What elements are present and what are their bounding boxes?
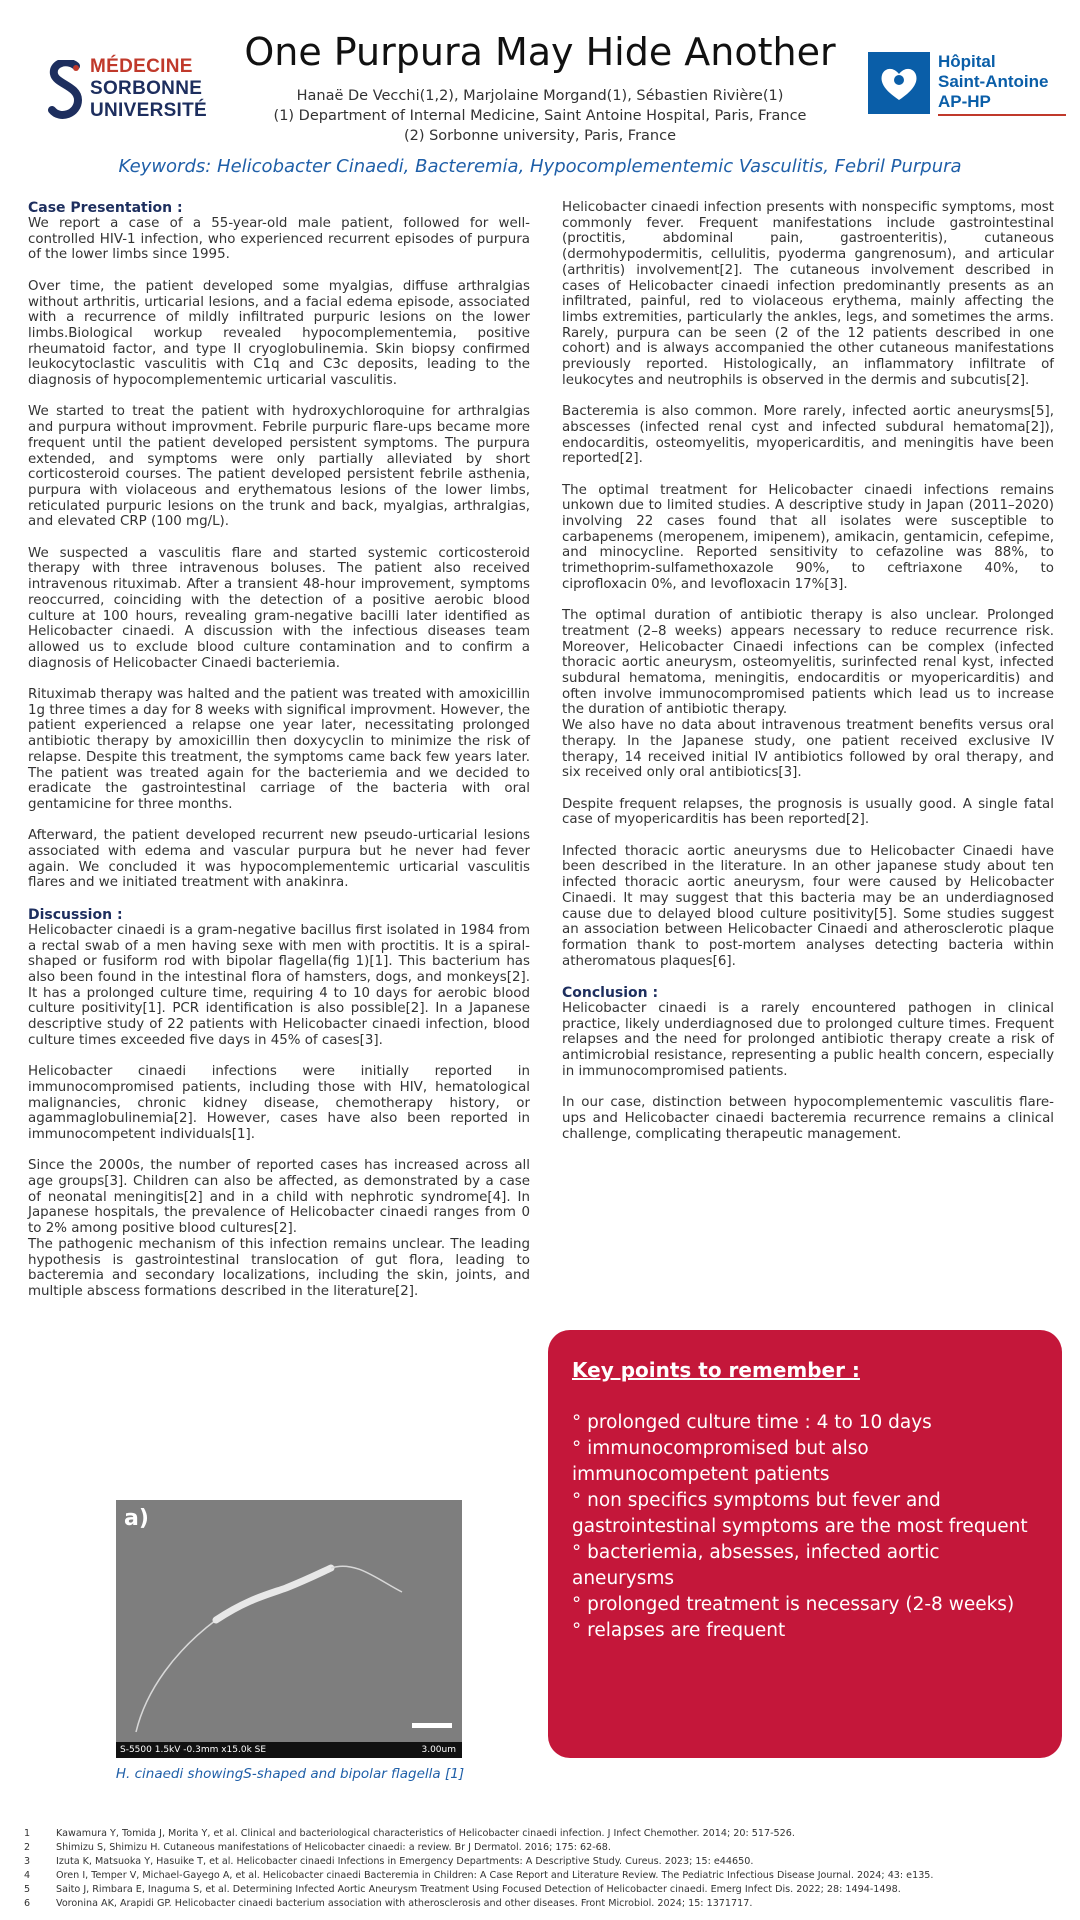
key-point-item: ° non specifics symptoms but fever and gastrointestinal symptoms are the most frequent [572,1490,1028,1537]
microscope-info: S-5500 1.5kV -0.3mm x15.0k SE [120,1745,267,1755]
reference-number: 3 [24,1856,31,1867]
scale-bar [412,1723,452,1728]
affiliation-1: (1) Department of Internal Medicine, Saint Antoine Hospital, Paris, France [273,108,807,124]
author-list: Hanaë De Vecchi(1,2), Marjolaine Morgand(1), Sébastien Rivière(1) [296,88,784,104]
references-list [24,1827,1064,1911]
keywords-line: Keywords: Helicobacter Cinaedi, Bacteremia, Hypocomplementemic Vasculitis, Febril Purpura [118,156,962,177]
right-paragraph-6: Despite frequent relapses, the prognosis is usually good. A single fatal case of myopericarditis has been reported[2]. [562,796,1054,828]
case-paragraph-1: We report a case of a 55-year-old male patient, followed for well-controlled HIV-1 infection, who experienced recurrent episodes of purpura of the lower limbs since 1995. [28,216,530,263]
microscopy-figure [116,1500,462,1758]
right-column [562,200,1054,1158]
sorbonne-logo-line1: MÉDECINE [90,56,193,77]
left-column [28,200,530,1315]
case-paragraph-2: Over time, the patient developed some myalgias, diffuse arthralgias without arthritis, urticarial lesions, and a facial edema episode, associated with a recurrence of mildly infiltrated purpuric lesions on the lower limbs.Biological workup revealed hypocomplementemia, positive rheumatoid factor, and type II cryoglobulinemia. Skin biopsy confirmed leukocytoclastic vasculitis with C1q and C3c deposits, leading to the diagnosis of hypocomplementemic urticarial vasculitis. [28,278,530,389]
reference-row [24,1841,1064,1855]
conclusion-heading: Conclusion : [562,985,659,1002]
figure-caption: H. cinaedi showingS-shaped and bipolar flagella [1] [115,1766,465,1782]
case-presentation-heading: Case Presentation : [28,200,183,216]
case-paragraph-5: Rituximab therapy was halted and the patient was treated with amoxicillin 1g three times a day for 8 weeks with significal improvment. However, the patient experienced a relapse one year later, necessitating prolonged antibiotic therapy by amoxicillin then doxycyclin to minimize the risk of relapse. Despite this treatment, the symptoms came back few years later. The patient was treated again for the bacteriemia and we decided to eradicate the gastrointestinal carriage of the bacteria with oral gentamicine for three months. [28,687,530,812]
case-paragraph-6: Afterward, the patient developed recurrent new pseudo-urticarial lesions associated with edema and vascular purpura but he never had fever again. We concluded it was hypocomplementemic urticarial vasculitis flares and we initiated treatment with anakinra. [28,828,530,891]
aphp-logo-mark [868,52,930,114]
right-paragraph-2: Bacteremia is also common. More rarely, infected aortic aneurysms[5], abscesses (infected renal cyst and infected subdural hematoma[2]), endocarditis, osteomyelitis, myopericarditis, and meningitis have been reported[2]. [562,404,1054,467]
sorbonne-logo [48,56,218,128]
right-paragraph-1: Helicobacter cinaedi infection presents with nonspecific symptoms, most commonly fever. Frequent manifestations include gastrointestinal (proctitis, abdominal pain, gastroenteritis), cutaneous (dermohypodermitis, cellulitis, pyoderma gangrenosum), and articular (arthritis) involvement[2]. The cutaneous involvement described in cases of Helicobacter cinaedi infection predominantly presents as an infiltrated, painful, red to violaceous erythema, mainly affecting the limbs extremities, particularly the ankles, legs, and sometimes the arms. Rarely, purpura can be seen (2 of the 12 patients described in one cohort) and is always accompanied the other cutaneous manifestations previously reported. Histologically, an inflammatory infiltrate of leukocytes and neutrophils is observed in the dermis and subcutis[2]. [562,200,1054,388]
discussion-paragraph-1: Helicobacter cinaedi is a gram-negative bacillus first isolated in 1984 from a rectal swab of a men having sexe with men with proctitis. It is a spiral-shaped or fusiform rod with bipolar flagella(fig 1)[1]. This bacterium has also been found in the intestinal flora of hamsters, dogs, and monkeys[2]. It has a prolonged culture time, requiring 4 to 10 days for aerobic blood culture positivity[1]. PCR identification is also possible[2]. In a Japanese descriptive study of 22 patients with Helicobacter cinaedi infection, blood culture times exceeded five days in 45% of cases[3]. [28,922,530,1048]
key-point-item: ° immunocompromised but also immunocompetent patients [572,1438,869,1485]
reference-number: 2 [24,1842,31,1853]
aphp-logo-line2: Saint-Antoine [938,72,1049,91]
reference-number: 4 [24,1870,31,1881]
right-paragraph-3: The optimal treatment for Helicobacter cinaedi infections remains unkown due to limited studies. A descriptive study in Japan (2011–2020) involving 22 cases found that all isolates were susceptible to carbapenems (meropenem, imipenem), amikacin, gentamicin, cefepime, and minocycline. Reported sensitivity to cefazoline was 88%, to trimethoprim-sulfamethoxazole 90%, to ceftriaxone 40%, to ciprofloxacin 0%, and levofloxacin 17%[3]. [562,482,1054,592]
heart-icon [868,52,930,114]
reference-text: Shimizu S, Shimizu H. Cutaneous manifestations of Helicobacter cinaedi: a review. Br J Dermatol. 2016; 175: 62-68. [56,1842,611,1853]
microscope-info-bar [116,1742,462,1758]
figure-panel-label: a) [124,1506,149,1531]
aphp-logo [868,52,1068,122]
reference-text: Saito J, Rimbara E, Inaguma S, et al. Determining Infected Aortic Aneurysm Treatment Using Focused Detection of Helicobacter cinaedi. Emerg Infect Dis. 2022; 28: 1494-1498. [56,1884,901,1895]
key-point-item: ° prolonged treatment is necessary (2-8 weeks) [572,1594,1015,1615]
reference-row [24,1869,1064,1883]
aphp-logo-line1: Hôpital [938,52,996,71]
key-point-item: ° bacteriemia, absesses, infected aortic aneurysms [572,1542,940,1589]
sorbonne-logo-line2: SORBONNE [90,78,203,99]
reference-text: Kawamura Y, Tomida J, Morita Y, et al. Clinical and bacteriological characteristics of Helicobacter cinaedi infection. J Infect Chemother. 2014; 20: 517-526. [56,1828,795,1839]
bacterium-image [116,1500,462,1758]
reference-row [24,1827,1064,1841]
key-points-list [572,1410,1042,1644]
sorbonne-s-icon [48,60,84,122]
conclusion-paragraph-2: In our case, distinction between hypocomplementemic vasculitis flare-ups and Helicobacter cinaedi bacteremia recurrence remains a clinical challenge, complicating therapeutic management. [562,1095,1054,1142]
discussion-heading: Discussion : [28,906,123,923]
case-paragraph-3: We started to treat the patient with hydroxychloroquine for arthralgias and purpura without improvment. Febrile purpuric flare-ups became more frequent until the patient developed persistent symptoms. The purpura extended, and symptoms were only partially alleviated by short corticosteroid courses. The patient developed persistent febrile asthenia, purpura with violaceous and erythematous lesions of the lower limbs, reticulated purpuric lesions on the trunk and back, myalgias, arthralgias, and elevated CRP (100 mg/L). [28,404,530,530]
aphp-logo-line3: AP-HP [938,92,991,111]
key-points-box [548,1330,1062,1758]
discussion-paragraph-2: Helicobacter cinaedi infections were initially reported in immunocompromised patients, including those with HIV, hematological malignancies, chronic kidney disease, chemotherapy history, or agammaglobulinemia[2]. However, cases have also been reported in immunocompetent individuals[1]. [28,1064,530,1142]
key-points-title: Key points to remember : [572,1358,860,1382]
reference-number: 6 [24,1898,31,1909]
reference-text: Oren I, Temper V, Michael-Gayego A, et al. Helicobacter cinaedi Bacteremia in Children: A Case Report and Literature Review. The Pediatric Infectious Disease Journal. 2024; 43: e135. [56,1870,934,1881]
aphp-logo-underline [938,114,1066,116]
case-paragraph-4: We suspected a vasculitis flare and started systemic corticosteroid therapy with three intravenous boluses. The patient also received intravenous rituximab. After a transient 48-hour improvement, symptoms reoccurred, coinciding with the detection of a positive aerobic blood culture at 100 hours, revealing gram-negative bacilli later identified as Helicobacter cinaedi. A discussion with the infectious diseases team allowed us to exclude blood culture contamination and to confirm a diagnosis of Helicobacter Cinaedi bacteriemia. [28,545,530,671]
conclusion-paragraph-1: Helicobacter cinaedi is a rarely encountered pathogen in clinical practice, likely underdiagnosed due to prolonged culture times. Frequent relapses and the need for prolonged antibiotic therapy create a risk of antimicrobial resistance, representing a public health concern, especially in immunocompromised patients. [562,1001,1054,1079]
authors-block [230,86,850,146]
reference-number: 1 [24,1828,31,1839]
reference-text: Voronina AK, Arapidi GP. Helicobacter cinaedi bacterium association with atherosclerosis and other diseases. Front Microbiol. 2024; 15: 1371717. [56,1898,753,1909]
reference-text: Izuta K, Matsuoka Y, Hasuike T, et al. Helicobacter cinaedi Infections in Emergency Departments: A Descriptive Study. Cureus. 2023; 15: e44650. [56,1856,754,1867]
affiliation-2: (2) Sorbonne university, Paris, France [403,128,677,144]
right-paragraph-4: The optimal duration of antibiotic therapy is also unclear. Prolonged treatment (2–8 weeks) appears necessary to reduce recurrence risk. Moreover, Helicobacter Cinaedi infections can be complex (infected thoracic aortic aneurysm, osteomyelitis, surinfected renal kyst, infected subdural hematoma, meningitis, endocarditis or myopericarditis) and often involve immunocompromised patients which lead us to increase the duration of antibiotic therapy. [562,608,1054,718]
poster-title: One Purpura May Hide Another [244,30,836,74]
discussion-paragraph-3: Since the 2000s, the number of reported cases has increased across all age groups[3]. Children can also be affected, as demonstrated by a case of neonatal meningitis[2] and in a child with nephrotic syndrome[4]. In Japanese hospitals, the prevalence of Helicobacter cinaedi ranges from 0 to 2% among positive blood cultures[2]. [28,1158,530,1237]
key-point-item: ° relapses are frequent [572,1620,786,1641]
scale-label: 3.00um [421,1745,456,1755]
discussion-paragraph-4: The pathogenic mechanism of this infection remains unclear. The leading hypothesis is gastrointestinal translocation of gut flora, leading to bacteremia and secondary localizations, including the skin, joints, and multiple abscess formations described in the literature[2]. [28,1236,530,1299]
reference-number: 5 [24,1884,31,1895]
sorbonne-logo-line3: UNIVERSITÉ [90,100,208,121]
reference-row [24,1855,1064,1869]
reference-row [24,1897,1064,1911]
right-paragraph-5: We also have no data about intravenous treatment benefits versus oral therapy. In the Japanese study, one patient received exclusive IV therapy, 14 received initial IV antibiotics followed by oral therapy, and six received only oral antibiotics[3]. [562,718,1054,781]
key-point-item: ° prolonged culture time : 4 to 10 days [572,1412,932,1433]
reference-row [24,1883,1064,1897]
right-paragraph-7: Infected thoracic aortic aneurysms due to Helicobacter Cinaedi have been described in the literature. In an other japanese study about ten infected thoracic aortic aneurysm, four were caused by Helicobacter Cinaedi. It may suggest that this bacteria may be an underdiagnosed cause due to delayed blood culture positivity[5]. Some studies suggest an association between Helicobacter Cinaedi and atherosclerotic plaque formation thank to post-mortem analyses detecting bacteria within atheromatous plaques[6]. [562,843,1054,969]
